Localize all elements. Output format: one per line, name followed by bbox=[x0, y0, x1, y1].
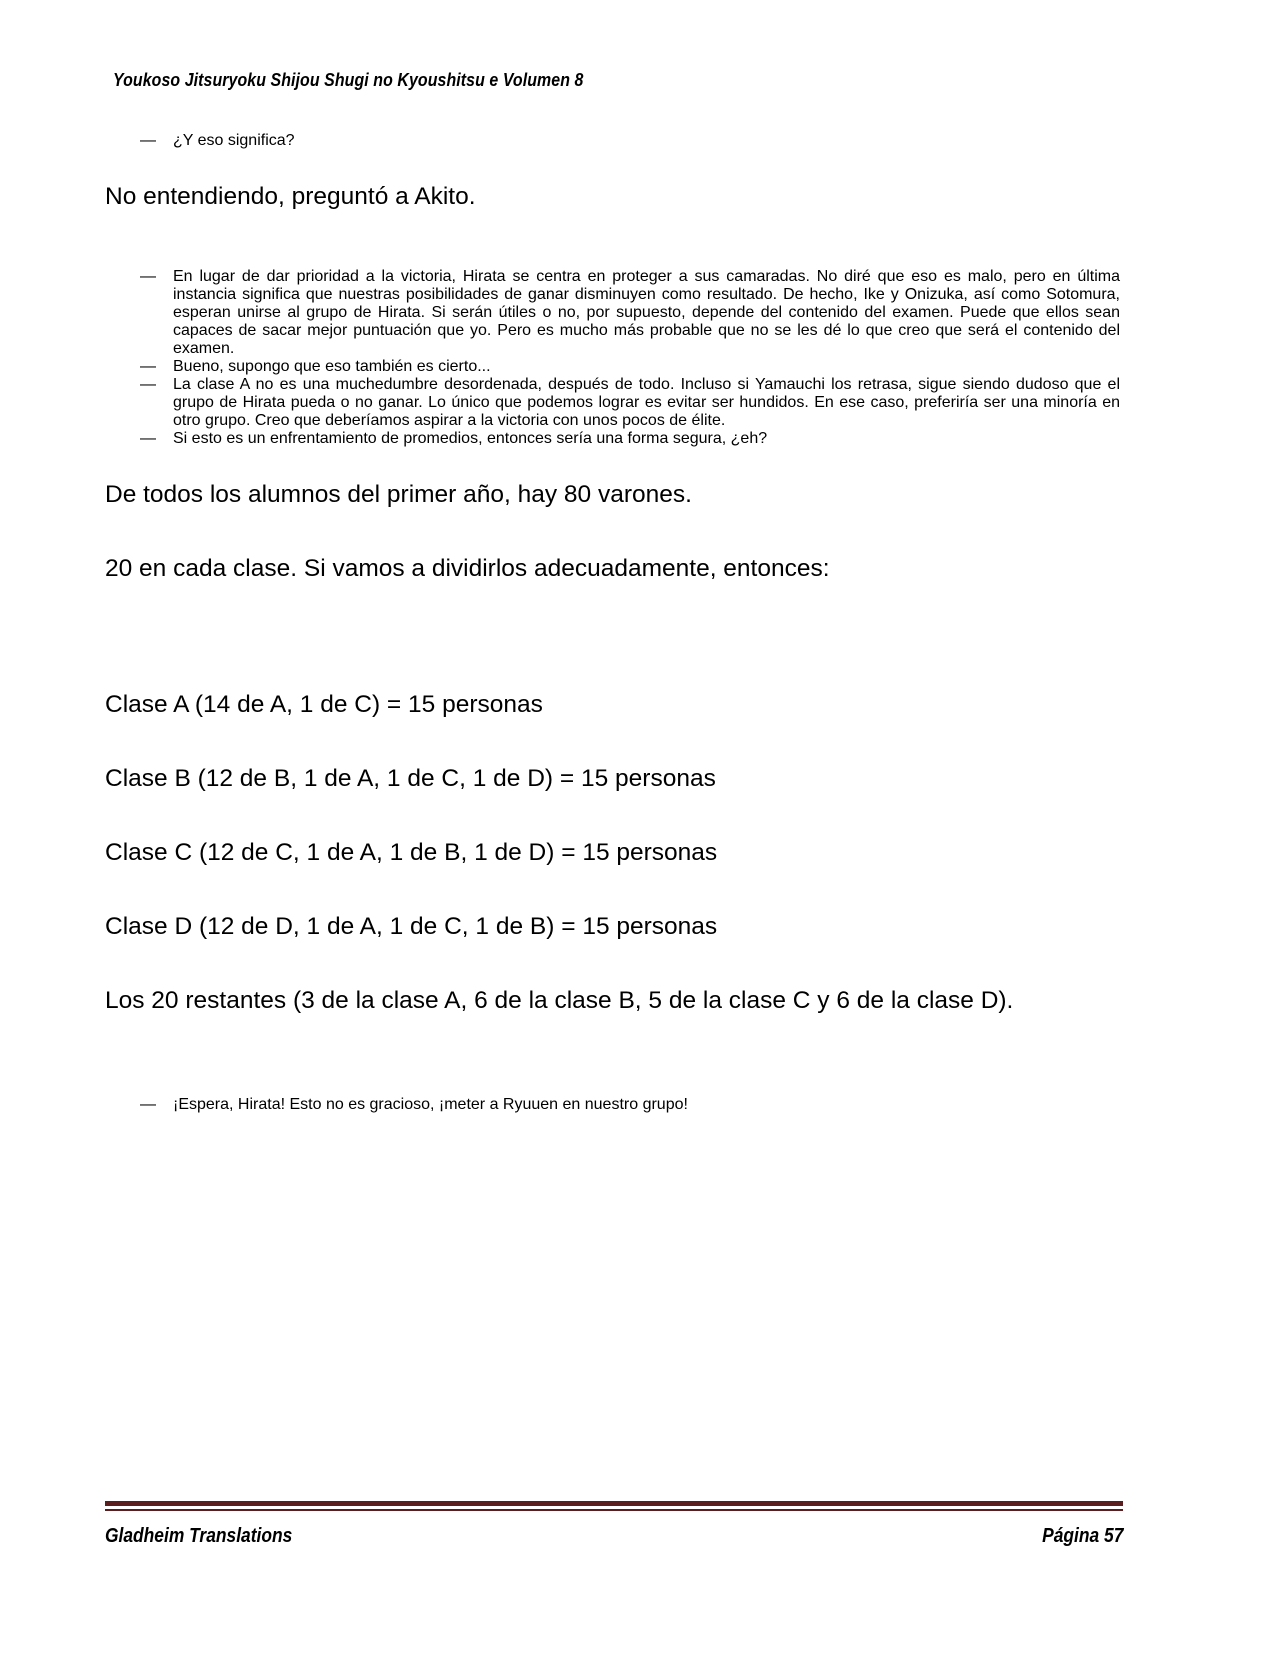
dialogue-text: ¿Y eso significa? bbox=[173, 132, 295, 149]
section-spacer bbox=[105, 618, 1120, 680]
em-dash: — bbox=[140, 358, 156, 375]
em-dash: — bbox=[140, 268, 156, 285]
class-list-item: Clase B (12 de B, 1 de A, 1 de C, 1 de D) = 15 personas bbox=[105, 765, 716, 792]
page-content bbox=[105, 132, 1120, 1114]
em-dash: — bbox=[140, 1096, 156, 1113]
paragraph-spacer bbox=[105, 448, 1120, 470]
narration-paragraph: 20 en cada clase. Si vamos a dividirlos adecuadamente, entonces: bbox=[105, 555, 830, 582]
class-list-item: Clase D (12 de D, 1 de A, 1 de C, 1 de B) = 15 personas bbox=[105, 913, 718, 940]
dialogue-text: En lugar de dar prioridad a la victoria, Hirata se centra en proteger a sus camaradas. No diré que eso es malo, pero en última instancia significa que nuestras posibilidades de ganar disminuyen como resultado. De hecho, Ike y Onizuka, así como Sotomura, esperan unirse al grupo de Hirata. Si serán útiles o no, por supuesto, depende del contenido del examen. Puede que ellos sean capaces de sacar mejor puntuación que yo. Pero es mucho más probable que no se les dé lo que creo que será el contenido del examen. bbox=[173, 268, 1120, 357]
translator-credit: Gladheim Translations bbox=[105, 1525, 293, 1547]
dialogue-text: ¡Espera, Hirata! Esto no es gracioso, ¡meter a Ryuuen en nuestro grupo! bbox=[173, 1096, 688, 1113]
dialogue-line bbox=[105, 1096, 1120, 1114]
remaining-students-paragraph: Los 20 restantes (3 de la clase A, 6 de la clase B, 5 de la clase C y 6 de la clase D). bbox=[105, 987, 1014, 1014]
dialogue-line bbox=[105, 430, 1120, 448]
em-dash: — bbox=[140, 132, 156, 149]
dialogue-line bbox=[105, 376, 1120, 430]
footer-divider-thin bbox=[105, 1509, 1123, 1511]
dialogue-line bbox=[105, 268, 1120, 358]
dialogue-line bbox=[105, 358, 1120, 376]
narration-paragraph: De todos los alumnos del primer año, hay 80 varones. bbox=[105, 481, 692, 508]
class-list-item: Clase C (12 de C, 1 de A, 1 de B, 1 de D) = 15 personas bbox=[105, 839, 718, 866]
dialogue-line bbox=[105, 132, 1120, 150]
em-dash: — bbox=[140, 376, 156, 393]
page-number: Página 57 bbox=[1041, 1525, 1123, 1547]
class-list-item: Clase A (14 de A, 1 de C) = 15 personas bbox=[105, 691, 543, 718]
page-header bbox=[113, 68, 1133, 102]
paragraph-spacer bbox=[105, 150, 1120, 172]
header-title: Youkoso Jitsuryoku Shijou Shugi no Kyoushitsu e Volumen 8 bbox=[113, 69, 584, 90]
section-spacer bbox=[105, 1050, 1120, 1096]
paragraph-spacer bbox=[105, 246, 1120, 268]
em-dash: — bbox=[140, 430, 156, 447]
footer-row bbox=[105, 1525, 1123, 1548]
narration-paragraph: No entendiendo, preguntó a Akito. bbox=[105, 183, 476, 210]
dialogue-text: Bueno, supongo que eso también es cierto... bbox=[173, 358, 491, 375]
dialogue-text: La clase A no es una muchedumbre desordenada, después de todo. Incluso si Yamauchi los retrasa, sigue siendo dudoso que el grupo de Hirata pueda o no ganar. Lo único que podemos lograr es evitar ser hundidos. En ese caso, preferiría ser una minoría en otro grupo. Creo que deberíamos aspirar a la victoria con unos pocos de élite. bbox=[173, 376, 1120, 429]
page-footer bbox=[105, 1501, 1123, 1548]
dialogue-text: Si esto es un enfrentamiento de promedios, entonces sería una forma segura, ¿eh? bbox=[173, 430, 768, 447]
